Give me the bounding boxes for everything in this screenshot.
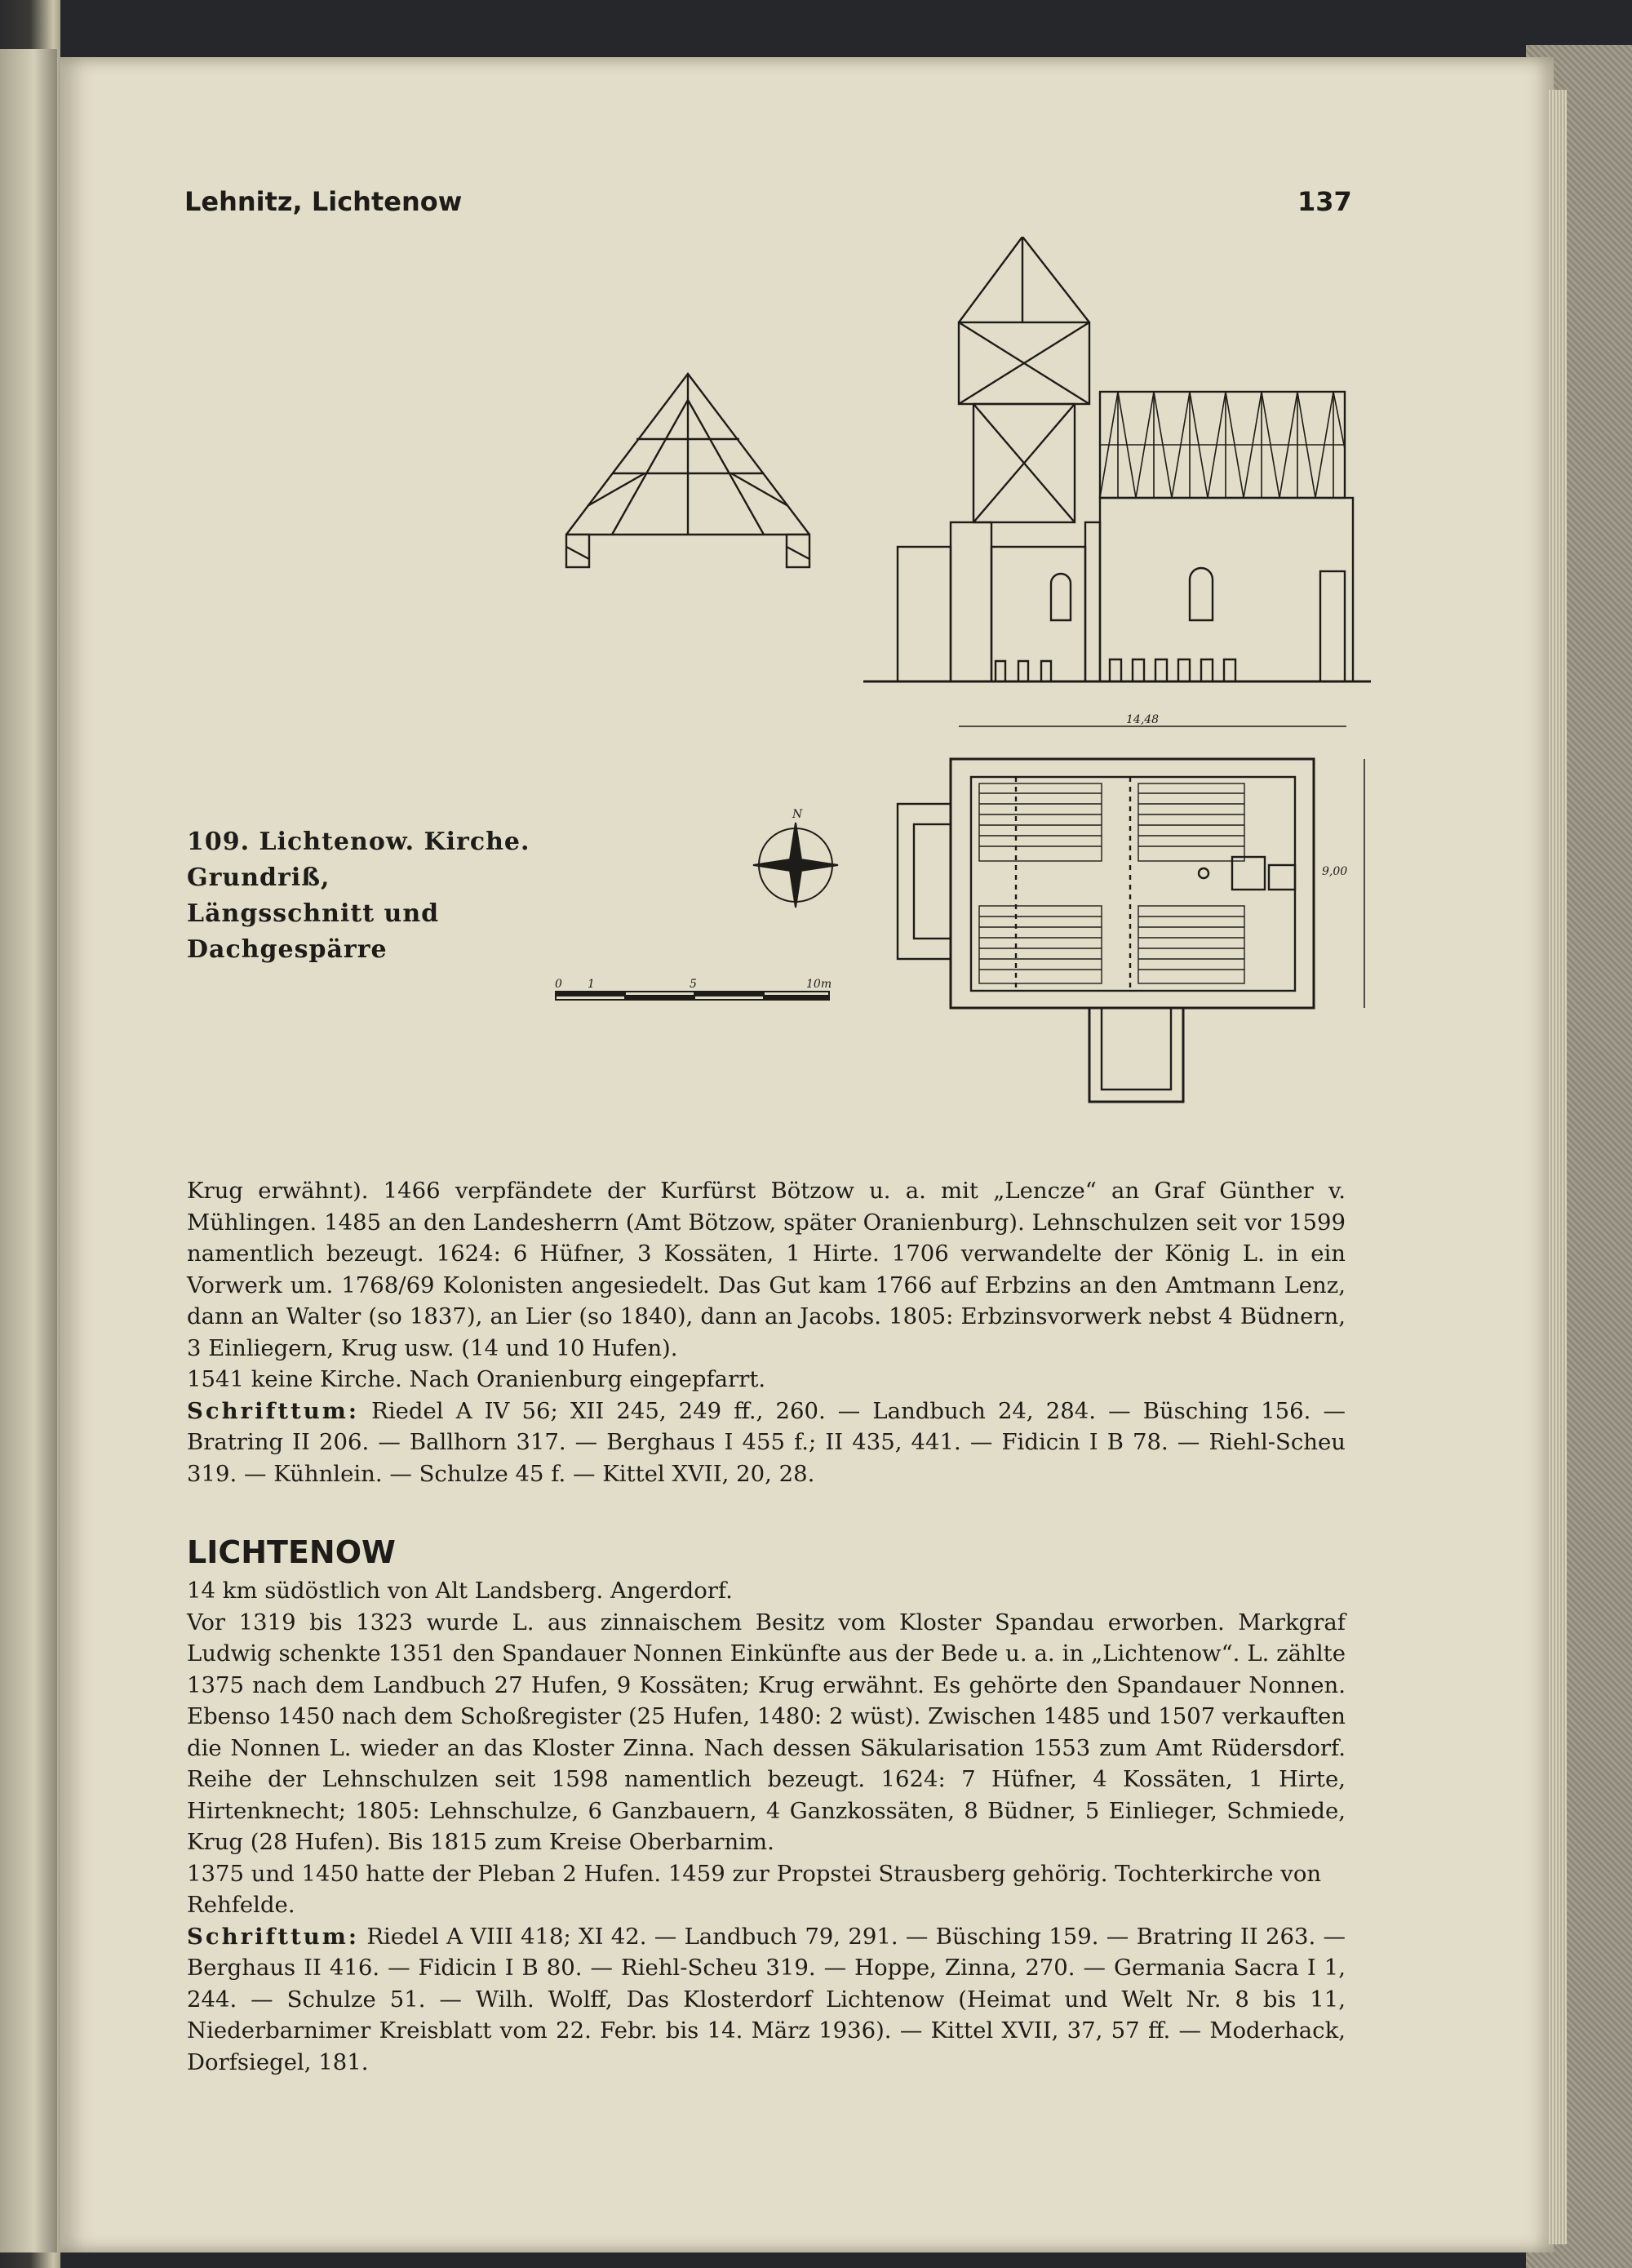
bibliography-text: Riedel A VIII 418; XI 42. — Landbuch 79, 291. — Büsching 159. — Bratring II 263. — Berghaus II 416. — Fidicin I B 80. — Riehl-Scheu 319. — Hoppe, Zinna, 270. — Germania Sacra I 1, 244. — Schulze 51. — Wilh. Wolff, Das Klosterdorf Lichtenow (Heimat und Welt Nr. 8 bis 11, Niederbarnimer Kreisblatt vom 22. Febr. bis 14. März 1936). — Kittel XVII, 37, 57 ff. — Moderhack, Dorfsiegel, 181. xyxy=(187,1923,1346,2075)
section-heading: LICHTENOW xyxy=(187,1534,396,1570)
north-label: N xyxy=(792,808,803,821)
roof-truss-drawing xyxy=(566,374,809,567)
paragraph: Vor 1319 bis 1323 wurde L. aus zinnaischem Besitz vom Kloster Spandau erworben. Markgraf Ludwig schenkte 1351 den Spandauer Nonnen Einkünfte aus der Bede u. a. in „Lichtenow“. L. zählte 1375 nach dem Landbuch 27 Hufen, 9 Kossäten; Krug erwähnt. Es gehörte den Spandauer Nonnen. Ebenso 1450 nach dem Schoßregister (25 Hufen, 1480: 2 wüst). Zwischen 1485 und 1507 verkauften die Nonnen L. wieder an das Kloster Zinna. Nach dessen Säkularisation 1553 zum Amt Rüdersdorf. Reihe der Lehnschulzen seit 1598 namentlich bezeugt. 1624: 7 Hüfner, 4 Kossäten, 1 Hirte, Hirtenknecht; 1805: Lehnschulze, 6 Ganzbauern, 4 Ganzkossäten, 8 Büdner, 5 Einlieger, Schmiede, Krug (28 Hufen). Bis 1815 zum Kreise Oberbarnim. xyxy=(187,1609,1346,1855)
lichtenow-text xyxy=(187,1575,1346,2078)
scale-label-0: 0 xyxy=(555,978,562,991)
bibliography xyxy=(187,1921,1346,2079)
scale-bar xyxy=(556,992,829,1000)
scale-label-1: 1 xyxy=(588,978,595,991)
dimension-top-label: 14,48 xyxy=(1126,713,1160,726)
bibliography-label: Schrifttum: xyxy=(187,1397,360,1424)
paragraph: 14 km südöstlich von Alt Landsberg. Angerdorf. xyxy=(187,1578,733,1604)
caption-line-1: 109. Lichtenow. Kirche. Grundriß, xyxy=(187,828,530,892)
church-drawings xyxy=(555,237,1371,1110)
figure-caption xyxy=(187,824,644,968)
paragraph: 1375 und 1450 hatte der Pleban 2 Hufen. 1459 zur Propstei Strausberg gehörig. Tochterkirche von Rehfelde. xyxy=(187,1860,1322,1918)
scale-label-5: 5 xyxy=(690,978,697,991)
scale-label-10: 10m xyxy=(806,978,832,991)
bibliography-text: Riedel A IV 56; XII 245, 249 ff., 260. — Landbuch 24, 284. — Büsching 156. — Bratring II 206. — Ballhorn 317. — Berghaus I 455 f.; II 435, 441. — Fidicin I B 78. — Riehl-Scheu 319. — Kühnlein. — Schulze 45 f. — Kittel XVII, 20, 28. xyxy=(187,1397,1346,1487)
bibliography xyxy=(187,1396,1346,1490)
page-number: 137 xyxy=(1297,186,1352,217)
north-compass xyxy=(753,823,838,908)
left-page-edge xyxy=(0,49,57,2252)
page-edges xyxy=(1549,90,1567,2244)
lehnitz-continuation-text xyxy=(187,1175,1346,1489)
bibliography-label: Schrifttum: xyxy=(187,1923,360,1950)
caption-line-2: Längsschnitt und Dachgespärre xyxy=(187,899,440,964)
longitudinal-section-drawing xyxy=(863,237,1371,681)
dimension-side-label: 9,00 xyxy=(1322,865,1348,878)
paragraph: 1541 keine Kirche. Nach Oranienburg eingepfarrt. xyxy=(187,1366,766,1392)
running-head-title: Lehnitz, Lichtenow xyxy=(184,186,463,217)
paragraph: Krug erwähnt). 1466 verpfändete der Kurfürst Bötzow u. a. mit „Lencze“ an Graf Günther v. Mühlingen. 1485 an den Landesherrn (Amt Bötzow, später Oranienburg). Lehnschulzen seit vor 1599 namentlich bezeugt. 1624: 6 Hüfner, 3 Kossäten, 1 Hirte. 1706 verwandelte der König L. in ein Vorwerk um. 1768/69 Kolonisten angesiedelt. Das Gut kam 1766 auf Erbzins an den Amtmann Lenz, dann an Walter (so 1837), an Lier (so 1840), dann an Jacobs. 1805: Erbzinsvorwerk nebst 4 Büdnern, 3 Einliegern, Krug usw. (14 und 10 Hufen). xyxy=(187,1178,1346,1361)
floor-plan-drawing xyxy=(898,759,1314,1102)
